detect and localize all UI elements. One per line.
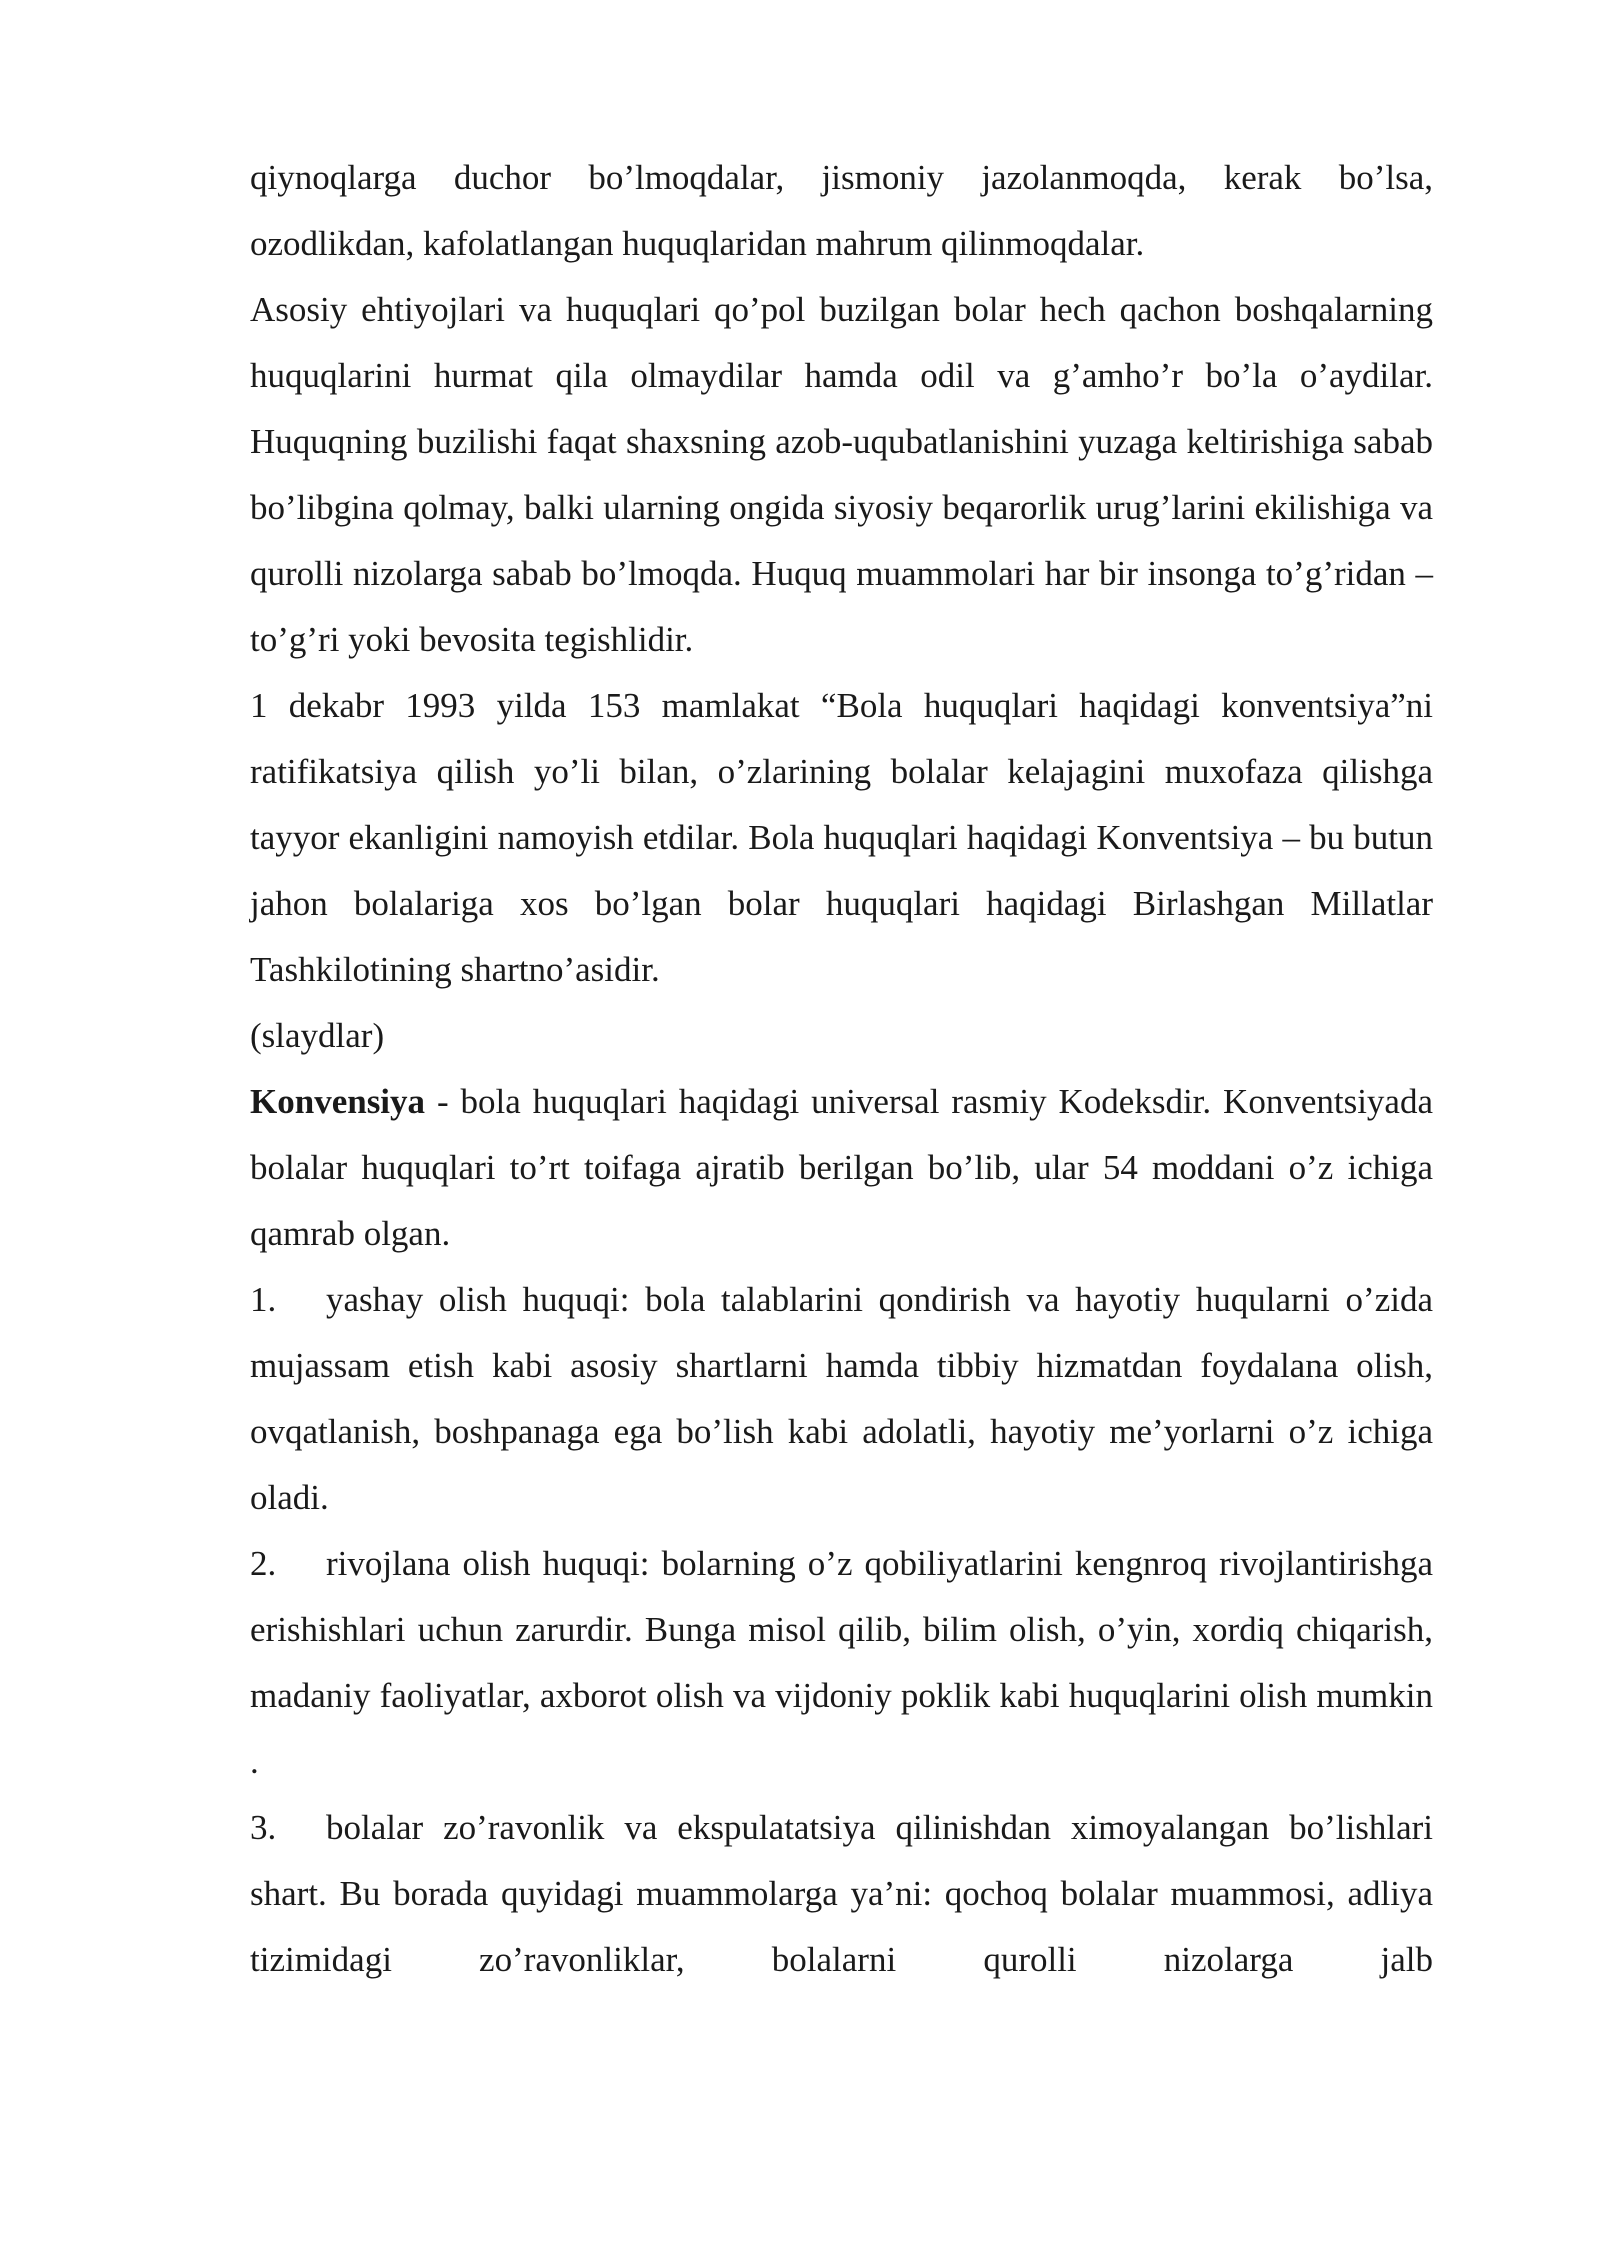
paragraph-basic-needs: Asosiy ehtiyojlari va huquqlari qo’pol buzilgan bolar hech qachon boshqalarning huquqlarini hurmat qila olmaydilar hamda odil va g’amho’r bo’la o’aydilar. Huquqning buzilishi faqat shaxsning azob-uqubatlanishini yuzaga keltirishiga sabab bo’libgina qolmay, balki ularning ongida siyosiy beqarorlik urug’larini ekilishiga va qurolli nizolarga sabab bo’lmoqda. Huquq muammolari har bir insonga to’g’ridan – to’g’ri yoki bevosita tegishlidir. <box>250 290 1433 659</box>
konvensiya-term: Konvensiya <box>250 1082 426 1121</box>
paragraph-slides-note: (slaydlar) <box>250 1016 385 1055</box>
paragraph-convention-ratification: 1 dekabr 1993 yilda 153 mamlakat “Bola huquqlari haqidagi konventsiya”ni ratifikatsiya qilish yo’li bilan, o’zlarining bolalar kelajagini muxofaza qilishga tayyor ekanligini namoyish etdilar. Bola huquqlari haqidagi Konventsiya – bu butun jahon bolalariga xos bo’lgan bolar huquqlari haqidagi Birlashgan Millatlar Tashkilotining shartno’asidir. <box>250 686 1433 989</box>
list-item-text: yashay olish huquqi: bola talablarini qondirish va hayotiy huqularni o’zida mujassam etish kabi asosiy shartlarni hamda tibbiy hizmatdan foydalana olish, ovqatlanish, boshpanaga ega bo’lish kabi adolatli, hayotiy me’yorlarni o’z ichiga oladi. <box>250 1280 1433 1517</box>
list-item-right-to-live <box>250 1267 1433 1531</box>
list-item-protection <box>250 1795 1433 1993</box>
list-item-right-to-develop <box>250 1531 1433 1795</box>
list-number: 3. <box>250 1808 277 1847</box>
list-number: 1. <box>250 1280 277 1319</box>
list-number: 2. <box>250 1544 277 1583</box>
document-body <box>250 145 1433 1993</box>
paragraph-konvensiya-definition <box>250 1069 1433 1267</box>
list-item-text: rivojlana olish huquqi: bolarning o’z qobiliyatlarini kengnroq rivojlantirishga erishishlari uchun zarurdir. Bunga misol qilib, bilim olish, o’yin, xordiq chiqarish, madaniy faoliyatlar, axborot olish va vijdoniy poklik kabi huquqlarini olish mumkin . <box>250 1544 1433 1781</box>
konvensiya-text: - bola huquqlari haqidagi universal rasmiy Kodeksdir. Konventsiyada bolalar huquqlari to’rt toifaga ajratib berilgan bo’lib, ular 54 moddani o’z ichiga qamrab olgan. <box>250 1082 1433 1253</box>
list-item-text: bolalar zo’ravonlik va ekspulatatsiya qilinishdan ximoyalangan bo’lishlari shart. Bu borada quyidagi muammolarga ya’ni: qochoq bolalar muammosi, adliya tizimidagi zo’ravonliklar, bolalarni qurolli nizolarga jalb <box>250 1808 1433 1979</box>
paragraph-intro: qiynoqlarga duchor bo’lmoqdalar, jismoniy jazolanmoqda, kerak bo’lsa, ozodlikdan, kafolatlangan huquqlaridan mahrum qilinmoqdalar. <box>250 158 1433 263</box>
